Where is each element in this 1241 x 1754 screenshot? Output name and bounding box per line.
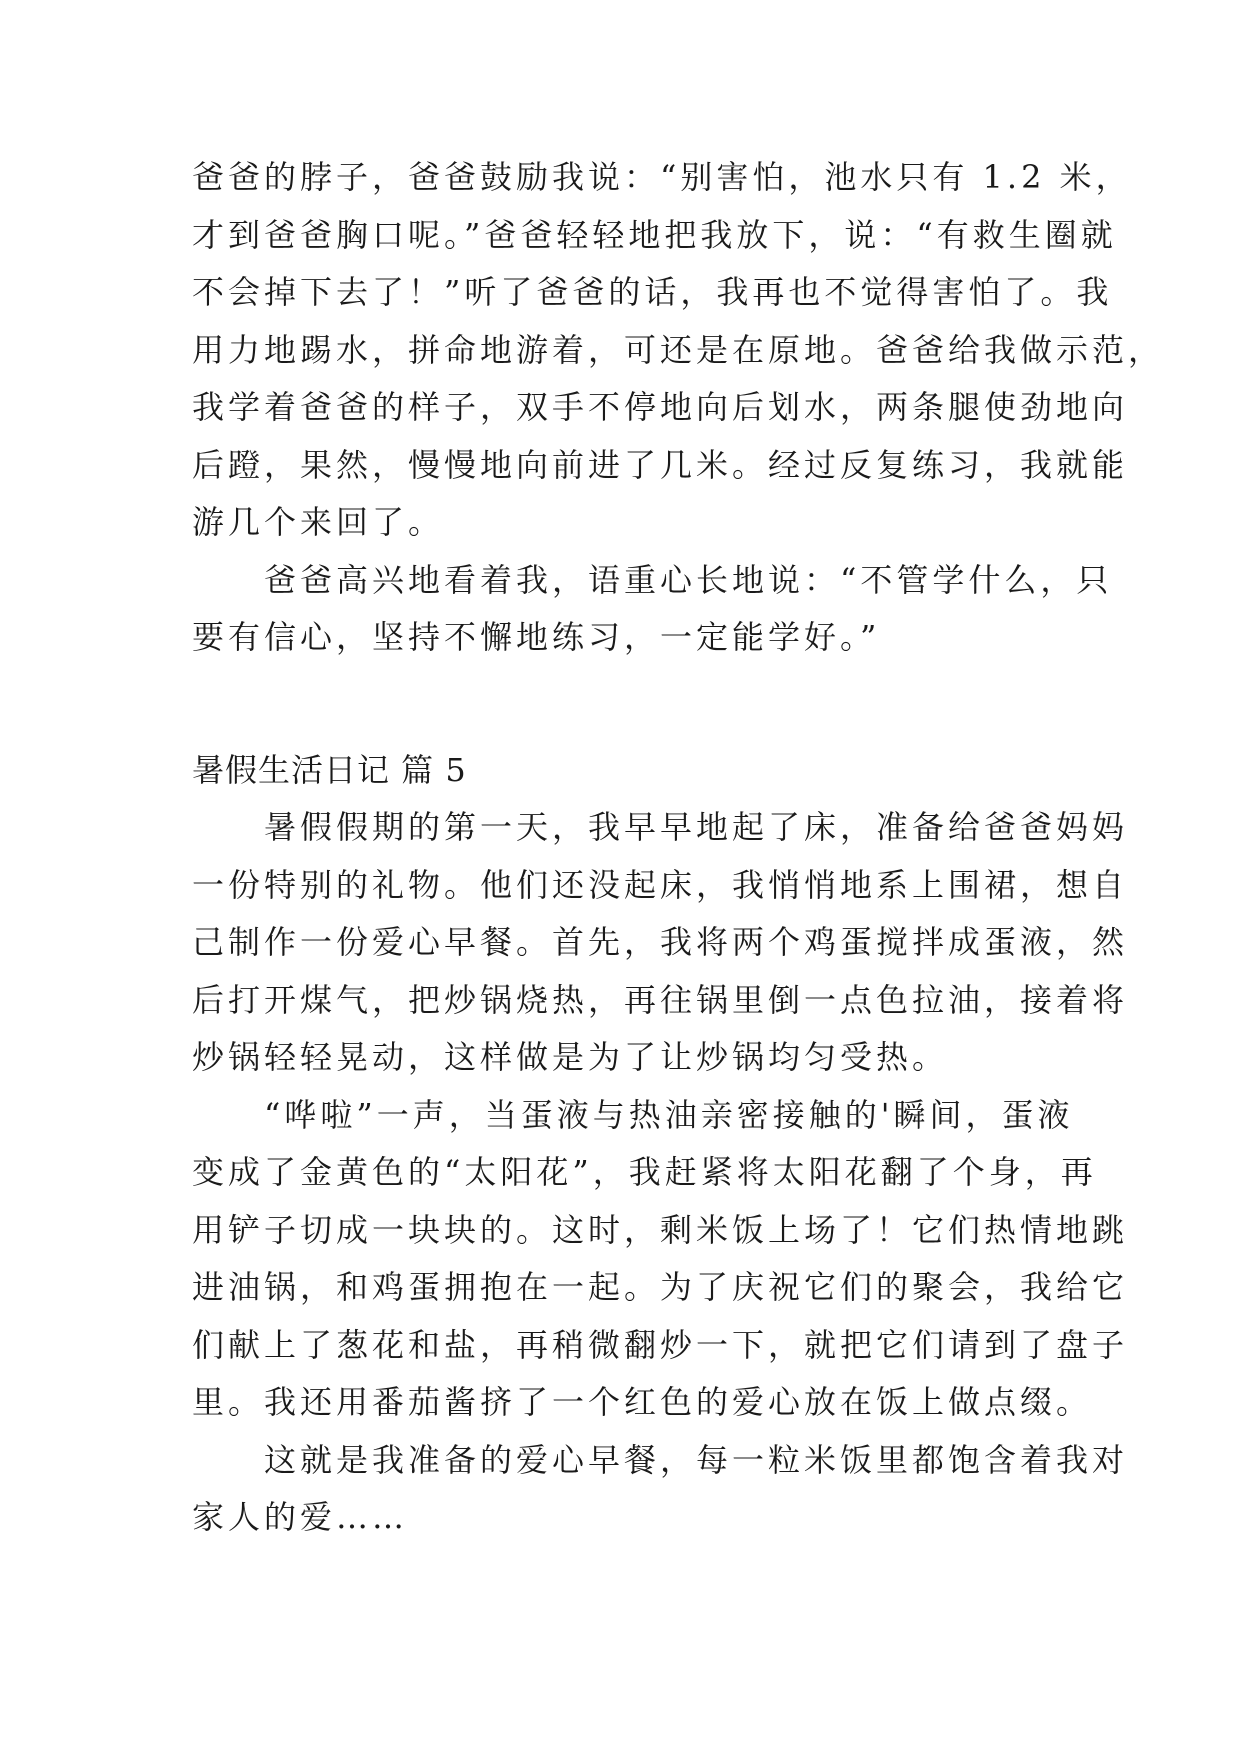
text-line: 要有信心，坚持不懈地练习，一定能学好。” [192, 618, 881, 656]
text-line: 爸爸高兴地看着我，语重心长地说：“不管学什么，只 [192, 561, 1113, 599]
text-line: 用铲子切成一块块的。这时，剩米饭上场了！它们热情地跳 [192, 1211, 1129, 1249]
text-line: “哗啦”一声，当蛋液与热油亲密接触的'瞬间，蛋液 [192, 1096, 1074, 1134]
text-line: 们献上了葱花和盐，再稍微翻炒一下，就把它们请到了盘子 [192, 1326, 1129, 1364]
text-line: 才到爸爸胸口呢。”爸爸轻轻地把我放下，说：“有救生圈就 [192, 216, 1117, 254]
text-line: 后打开煤气，把炒锅烧热，再往锅里倒一点色拉油，接着将 [192, 981, 1129, 1019]
text-line: 不会掉下去了！”听了爸爸的话，我再也不觉得害怕了。我 [192, 273, 1113, 311]
text-line: 游几个来回了。 [192, 503, 445, 541]
text-line: 一份特别的礼物。他们还没起床，我悄悄地系上围裙，想自 [192, 866, 1129, 904]
text-line: 炒锅轻轻晃动，这样做是为了让炒锅均匀受热。 [192, 1038, 949, 1076]
text-line: 家人的爱…… [192, 1498, 409, 1536]
text-line: 里。我还用番茄酱挤了一个红色的爱心放在饭上做点缀。 [192, 1383, 1093, 1421]
text-line: 后蹬，果然，慢慢地向前进了几米。经过反复练习，我就能 [192, 446, 1129, 484]
text-line: 用力地踢水，拼命地游着，可还是在原地。爸爸给我做示范， [192, 331, 1165, 369]
section-heading: 暑假生活日记 篇 5 [192, 751, 467, 789]
text-line: 爸爸的脖子，爸爸鼓励我说：“别害怕，池水只有 1.2 米， [192, 158, 1132, 196]
text-line: 己制作一份爱心早餐。首先，我将两个鸡蛋搅拌成蛋液，然 [192, 923, 1129, 961]
text-line: 这就是我准备的爱心早餐，每一粒米饭里都饱含着我对 [192, 1441, 1129, 1479]
text-line: 暑假假期的第一天，我早早地起了床，准备给爸爸妈妈 [192, 808, 1129, 846]
text-line: 变成了金黄色的“太阳花”，我赶紧将太阳花翻了个身，再 [192, 1153, 1097, 1191]
text-line: 进油锅，和鸡蛋拥抱在一起。为了庆祝它们的聚会，我给它 [192, 1268, 1129, 1306]
text-line: 我学着爸爸的样子，双手不停地向后划水，两条腿使劲地向 [192, 388, 1129, 426]
